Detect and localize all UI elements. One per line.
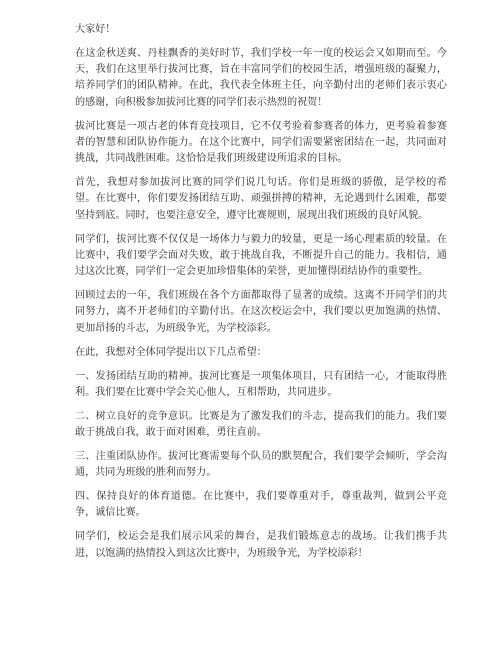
hope-item-3: 三、注重团队协作。拔河比赛需要每个队员的默契配合，我们要学会倾听，学会沟通，共同为班级的胜利而努力。	[75, 450, 447, 479]
hopes-intro-paragraph: 在此，我想对全体同学提出以下几点希望：	[75, 346, 267, 358]
document-body	[75, 22, 447, 569]
hope-item-1: 一、发扬团结互助的精神。拔河比赛是一项集体项目，只有团结一心，才能取得胜利。我们要在比赛中学会关心他人，互相帮助，共同进步。	[75, 370, 447, 398]
mental-contest-paragraph: 同学们，拔河比赛不仅仅是一场体力与毅力的较量，更是一场心理素质的较量。在比赛中，我们要学会面对失败，敢于挑战自我，不断提升自己的能力。我相信，通过这次比赛，同学们一定会更加珍惜集体的荣誉，更加懂得团结协作的重要性。	[75, 233, 447, 278]
tug-of-war-intro-paragraph: 拔河比赛是一项古老的体育竞技项目，它不仅考验着参赛者的体力，更考验着参赛者的智慧和团队协作能力。在这个比赛中，同学们需要紧密团结在一起，共同面对挑战，共同战胜困难。这恰恰是我们班级建设所追求的目标。	[75, 120, 447, 165]
hope-item-2: 二、树立良好的竞争意识。比赛是为了激发我们的斗志，提高我们的能力。我们要敢于挑战自我，敢于面对困难，勇往直前。	[75, 410, 447, 438]
greeting: 大家好！	[75, 24, 116, 35]
message-to-participants-paragraph: 首先，我想对参加拔河比赛的同学们说几句话。你们是班级的骄傲，是学校的希望。在比赛中，你们要发扬团结互助、顽强拼搏的精神，无论遇到什么困难，都要坚持到底。同时，也要注意安全，遵守比赛规则，展现出我们班级的良好风貌。	[75, 177, 447, 221]
hope-item-4: 四、保持良好的体育道德。在比赛中，我们要尊重对手，尊重裁判，做到公平竞争，诚信比赛。	[75, 491, 447, 519]
closing-paragraph: 同学们，校运会是我们展示风采的舞台，是我们锻炼意志的战场。让我们携手共进，以饱满的热情投入到这次比赛中，为班级争光，为学校添彩！	[75, 531, 447, 559]
year-review-paragraph: 回顾过去的一年，我们班级在各个方面都取得了显著的成绩。这离不开同学们的共同努力，离不开老师们的辛勤付出。在这次校运会中，我们要以更加饱满的热情、更加昂扬的斗志，为班级争光，为学校添彩。	[75, 290, 447, 334]
opening-paragraph: 在这金秋送爽、丹桂飘香的美好时节，我们学校一年一度的校运会又如期而至。今天，我们在这里举行拔河比赛，旨在丰富同学们的校园生活，增强班级的凝聚力，培养同学们的团队精神。在此，我代表全体班主任，向辛勤付出的老师们表示衷心的感谢，向积极参加拔河比赛的同学们表示热烈的祝贺！	[75, 47, 447, 108]
